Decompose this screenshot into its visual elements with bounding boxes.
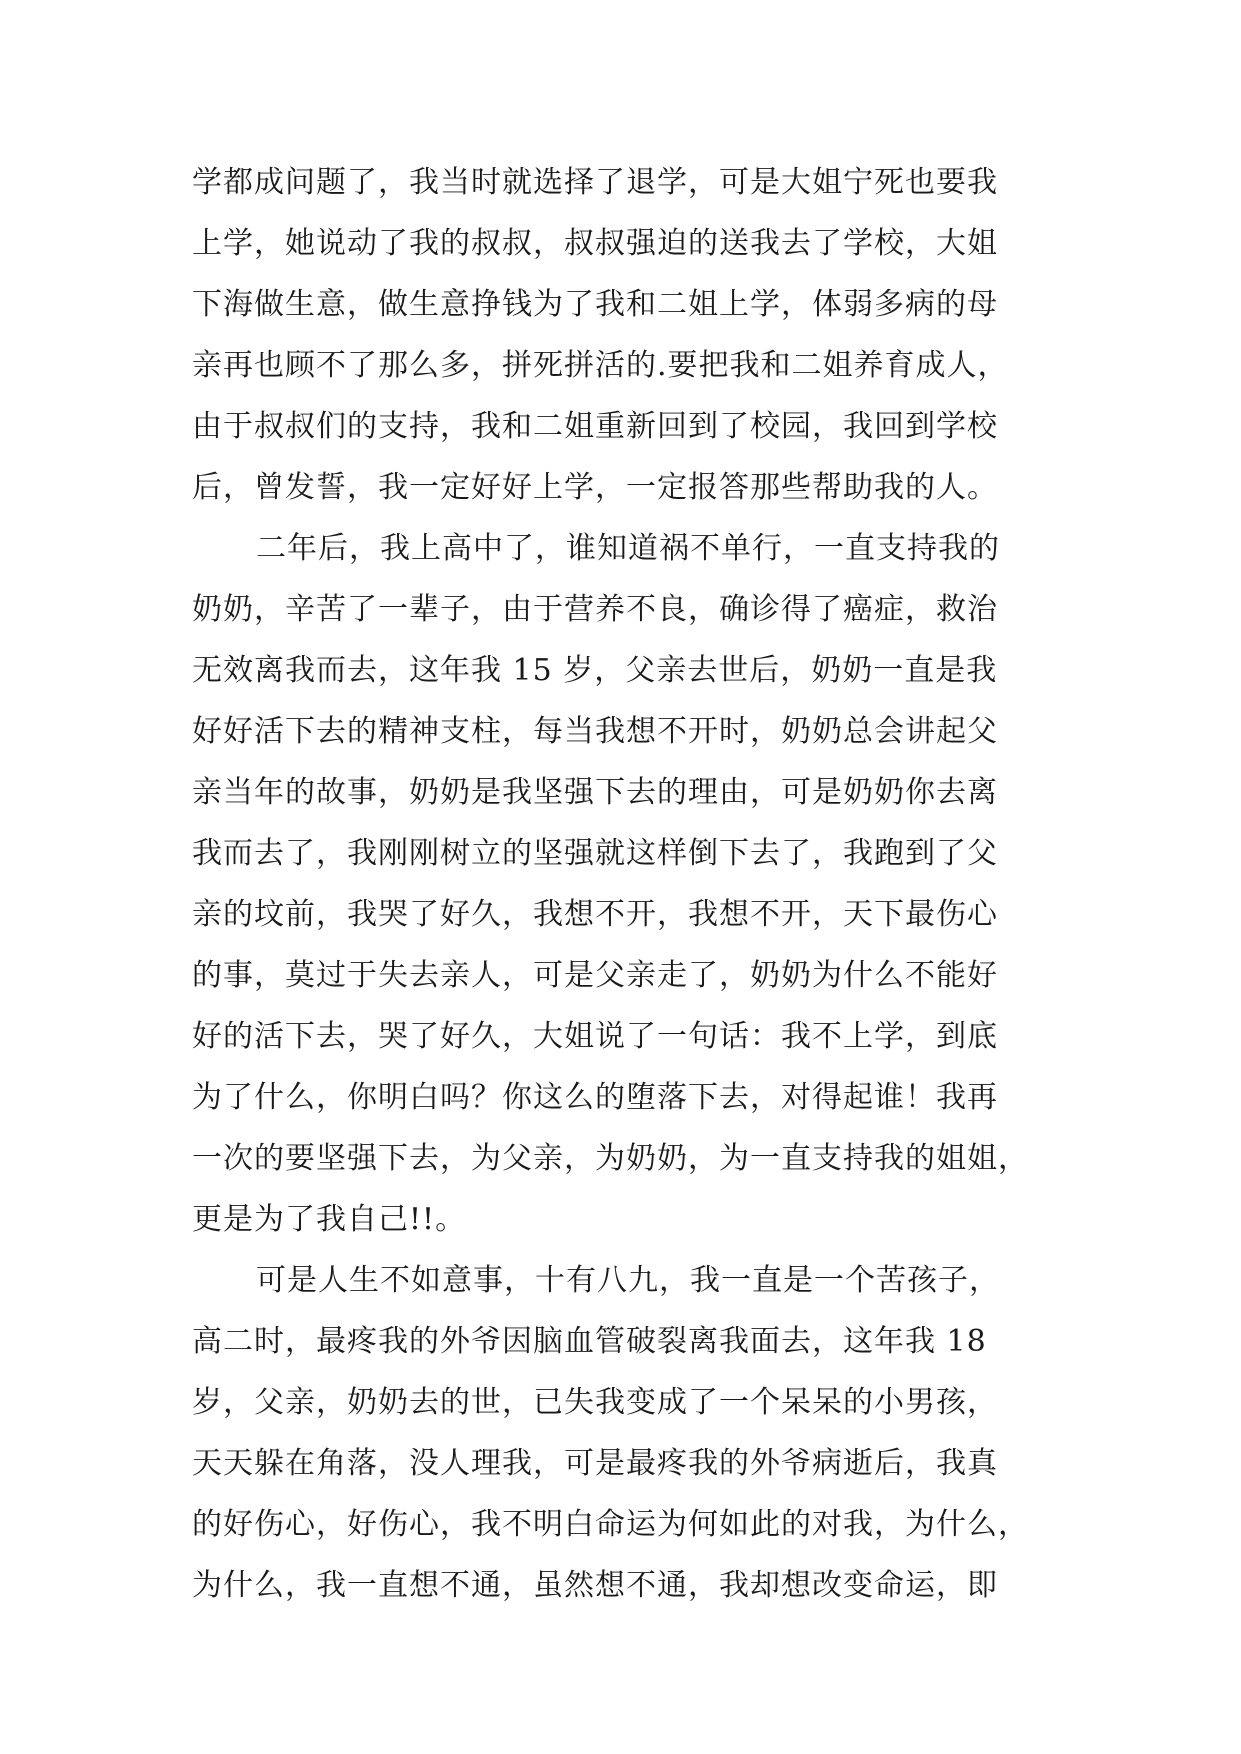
text-line: 天天躲在角落，没人理我，可是最疼我的外爷病逝后，我真: [192, 1446, 998, 1481]
body-text: [192, 152, 1072, 1616]
paragraph-first-line: 二年后，我上高中了，谁知道祸不单行，一直支持我的: [256, 531, 1000, 566]
text-line: 一次的要坚强下去，为父亲，为奶奶，为一直支持我的姐姐，: [192, 1141, 1029, 1176]
text-line: 为什么，我一直想不通，虽然想不通，我却想改变命运，即: [192, 1568, 998, 1603]
text-line: 下海做生意，做生意挣钱为了我和二姐上学，体弱多病的母: [192, 287, 998, 322]
text-line: 由于叔叔们的支持，我和二姐重新回到了校园，我回到学校: [192, 409, 998, 444]
text-line: 的事，莫过于失去亲人，可是父亲走了，奶奶为什么不能好: [192, 958, 998, 993]
text-line: 岁，父亲，奶奶去的世，已失我变成了一个呆呆的小男孩，: [192, 1385, 998, 1420]
text-line: 为了什么，你明白吗？你这么的堕落下去，对得起谁！我再: [192, 1080, 998, 1115]
text-line: 学都成问题了，我当时就选择了退学，可是大姐宁死也要我: [192, 165, 998, 200]
text-line: 上学，她说动了我的叔叔，叔叔强迫的送我去了学校，大姐: [192, 226, 998, 261]
text-line: 亲当年的故事，奶奶是我坚强下去的理由，可是奶奶你去离: [192, 775, 998, 810]
text-line: 无效离我而去，这年我 15 岁，父亲去世后，奶奶一直是我: [192, 653, 998, 688]
text-line: 的好伤心，好伤心，我不明白命运为何如此的对我，为什么，: [192, 1507, 1029, 1542]
text-line: 后，曾发誓，我一定好好上学，一定报答那些帮助我的人。: [192, 470, 998, 505]
text-line: 亲的坟前，我哭了好久，我想不开，我想不开，天下最伤心: [192, 897, 998, 932]
text-line: 我而去了，我刚刚树立的坚强就这样倒下去了，我跑到了父: [192, 836, 998, 871]
text-line: 好好活下去的精神支柱，每当我想不开时，奶奶总会讲起父: [192, 714, 998, 749]
text-line: 亲再也顾不了那么多，拼死拼活的.要把我和二姐养育成人，: [192, 348, 1009, 383]
text-line: 好的活下去，哭了好久，大姐说了一句话：我不上学，到底: [192, 1019, 998, 1054]
text-line: 奶奶，辛苦了一辈子，由于营养不良，确诊得了癌症，救治: [192, 592, 998, 627]
text-line: 高二时，最疼我的外爷因脑血管破裂离我面去，这年我 18: [192, 1324, 987, 1359]
paragraph-first-line: 可是人生不如意事，十有八九，我一直是一个苦孩子，: [256, 1263, 1000, 1298]
text-line: 更是为了我自己!!。: [192, 1202, 467, 1237]
